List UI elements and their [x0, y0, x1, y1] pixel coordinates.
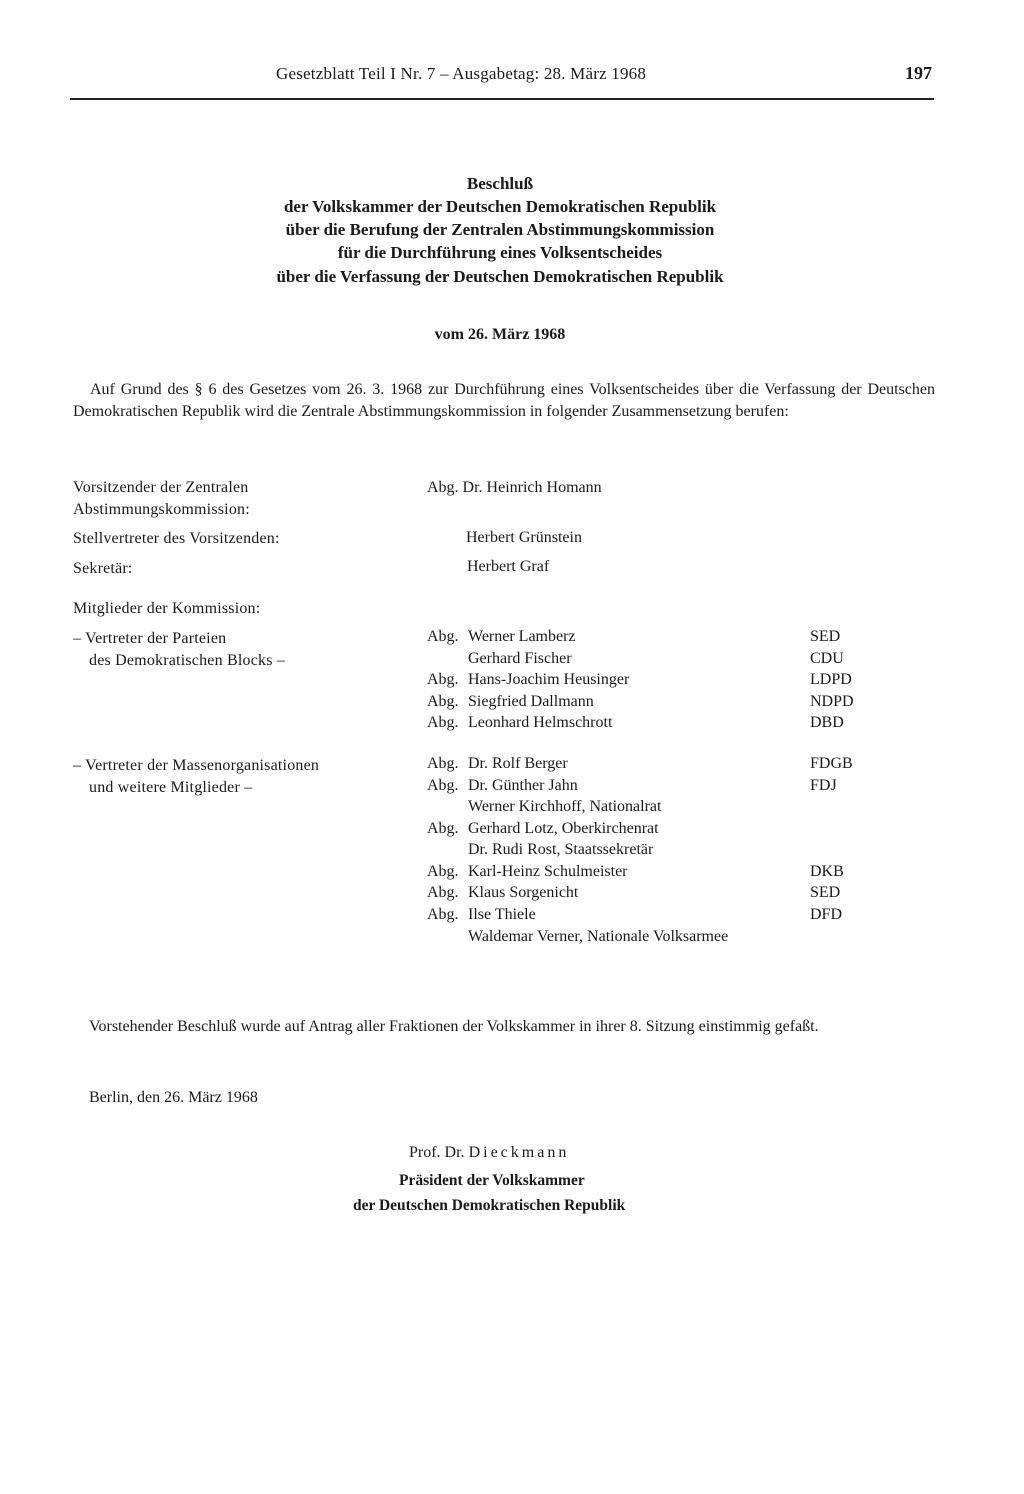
chair-name: Abg. Dr. Heinrich Homann — [427, 479, 602, 496]
member-party: DFD — [810, 906, 843, 923]
place-date: Berlin, den 26. März 1968 — [89, 1089, 258, 1106]
intro-paragraph: Auf Grund des § 6 des Gesetzes vom 26. 3. 1968 zur Durchführung eines Volksentscheides über die Verfassung der Deutschen Demokratischen Republik wird die Zentrale Abstimmungskommission in folgender Zusammensetzung berufen: — [73, 381, 935, 420]
member-name: Werner Lamberz — [468, 628, 576, 645]
member-party: LDPD — [810, 671, 852, 688]
members-label: Mitglieder der Kommission: — [73, 600, 261, 617]
title-line-3: für die Durchführung eines Volksentscheides — [337, 243, 663, 262]
member-abg: Abg. — [427, 628, 459, 645]
signature-surname: Dieckmann — [468, 1144, 570, 1161]
group-parties-label-2: des Demokratischen Blocks – — [89, 652, 286, 669]
member-name: Dr. Rolf Berger — [468, 755, 568, 772]
member-abg: Abg. — [427, 906, 459, 923]
member-name: Siegfried Dallmann — [468, 693, 594, 710]
member-name: Gerhard Lotz, Oberkirchenrat — [468, 820, 659, 837]
member-party: CDU — [810, 650, 844, 667]
signature-title-1: Präsident der Volkskammer — [399, 1172, 585, 1189]
closing-paragraph: Vorstehender Beschluß wurde auf Antrag aller Fraktionen der Volkskammer in ihrer 8. Sitzung einstimmig gefaßt. — [89, 1018, 819, 1035]
member-name: Dr. Günther Jahn — [468, 777, 578, 794]
member-party: SED — [810, 884, 841, 901]
signature-title-2: der Deutschen Demokratischen Republik — [353, 1197, 626, 1214]
title-line-1: der Volkskammer der Deutschen Demokratischen Republik — [283, 197, 717, 216]
member-abg: Abg. — [427, 714, 459, 731]
group-parties-label-1: – Vertreter der Parteien — [73, 630, 227, 647]
title-line-4: über die Verfassung der Deutschen Demokratischen Republik — [276, 267, 724, 286]
member-name: Karl-Heinz Schulmeister — [468, 863, 628, 880]
signature-name — [409, 1144, 569, 1162]
title-heading: Beschluß — [466, 174, 534, 193]
member-name: Ilse Thiele — [468, 906, 536, 923]
member-name: Werner Kirchhoff, Nationalrat — [468, 798, 662, 815]
chair-label-1: Vorsitzender der Zentralen — [73, 479, 249, 496]
member-abg: Abg. — [427, 671, 459, 688]
member-party: DKB — [810, 863, 844, 880]
member-party: FDJ — [810, 777, 837, 794]
member-name: Dr. Rudi Rost, Staatssekretär — [468, 841, 654, 858]
member-party: SED — [810, 628, 841, 645]
deputy-name: Herbert Grünstein — [466, 529, 582, 546]
member-abg: Abg. — [427, 820, 459, 837]
member-abg: Abg. — [427, 884, 459, 901]
member-name: Waldemar Verner, Nationale Volksarmee — [468, 928, 729, 945]
signature-prefix: Prof. Dr. — [409, 1144, 465, 1161]
member-abg: Abg. — [427, 777, 459, 794]
title-date: vom 26. März 1968 — [434, 326, 566, 343]
member-name: Hans-Joachim Heusinger — [468, 671, 630, 688]
secretary-name: Herbert Graf — [467, 558, 550, 575]
title-line-2: über die Berufung der Zentralen Abstimmungskommission — [285, 220, 715, 239]
member-abg: Abg. — [427, 863, 459, 880]
member-abg: Abg. — [427, 693, 459, 710]
member-name: Klaus Sorgenicht — [468, 884, 579, 901]
member-name: Gerhard Fischer — [468, 650, 572, 667]
running-head: Gesetzblatt Teil I Nr. 7 – Ausgabetag: 28. März 1968 — [276, 64, 647, 83]
group-mass-label-1: – Vertreter der Massenorganisationen — [73, 757, 320, 774]
member-party: DBD — [810, 714, 844, 731]
page-number: 197 — [905, 63, 932, 83]
chair-label-2: Abstimmungskommission: — [73, 501, 250, 518]
header-rule — [70, 98, 934, 100]
member-party: FDGB — [810, 755, 853, 772]
group-mass-label-2: und weitere Mitglieder – — [89, 779, 253, 796]
member-abg: Abg. — [427, 755, 459, 772]
member-name: Leonhard Helmschrott — [468, 714, 613, 731]
secretary-label: Sekretär: — [73, 560, 133, 577]
deputy-label: Stellvertreter des Vorsitzenden: — [73, 530, 280, 547]
member-party: NDPD — [810, 693, 854, 710]
